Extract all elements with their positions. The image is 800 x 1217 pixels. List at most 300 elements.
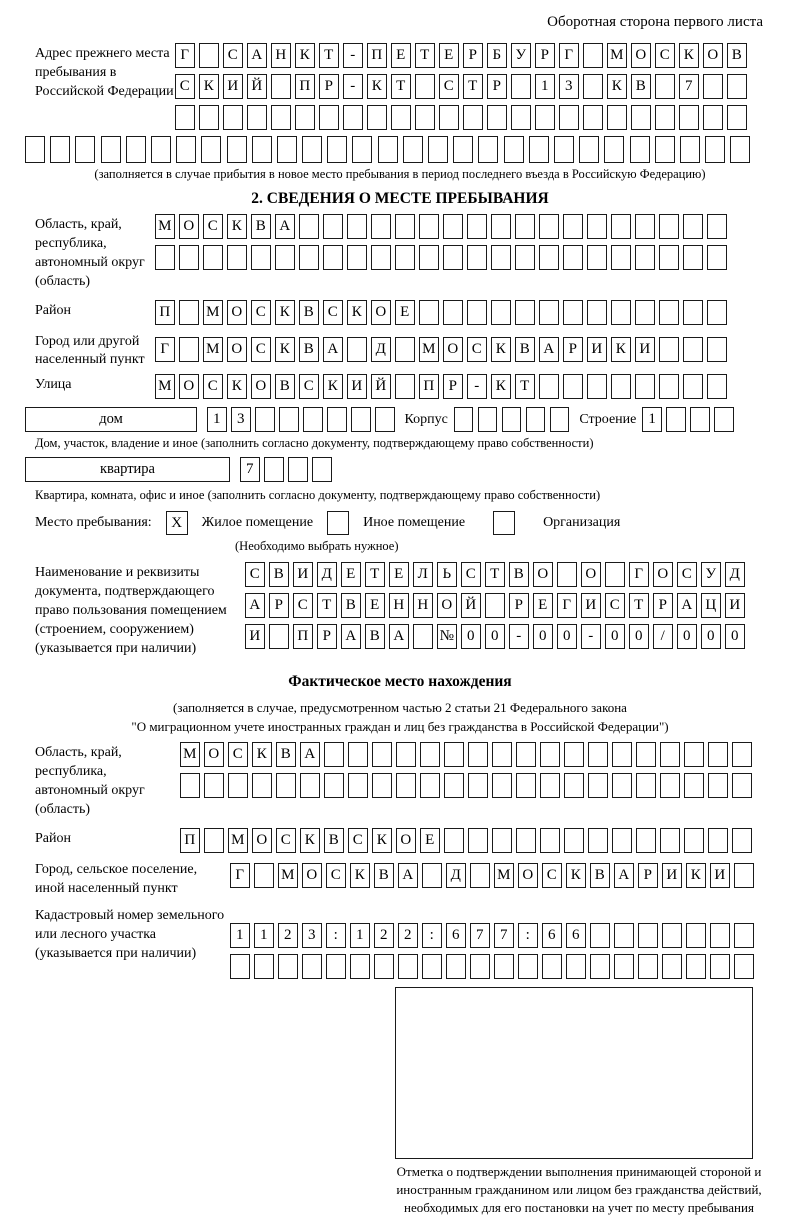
char-box[interactable]: : xyxy=(422,923,442,948)
char-box[interactable] xyxy=(374,954,394,979)
char-box[interactable] xyxy=(347,214,367,239)
char-box[interactable] xyxy=(679,105,699,130)
char-box[interactable] xyxy=(516,742,536,767)
char-box[interactable]: Б xyxy=(487,43,507,68)
char-box[interactable] xyxy=(638,923,658,948)
char-box[interactable] xyxy=(247,105,267,130)
char-box[interactable] xyxy=(428,136,448,163)
char-box[interactable] xyxy=(511,105,531,130)
char-box[interactable] xyxy=(539,214,559,239)
char-box[interactable] xyxy=(271,74,291,99)
char-box[interactable] xyxy=(470,954,490,979)
char-box[interactable] xyxy=(563,245,583,270)
char-box[interactable]: А xyxy=(275,214,295,239)
char-box[interactable] xyxy=(492,773,512,798)
char-box[interactable]: Ь xyxy=(437,562,457,587)
char-box[interactable] xyxy=(288,457,308,482)
char-box[interactable] xyxy=(227,136,247,163)
char-box[interactable] xyxy=(734,954,754,979)
char-box[interactable]: Т xyxy=(391,74,411,99)
char-box[interactable] xyxy=(659,337,679,362)
char-box[interactable]: М xyxy=(155,214,175,239)
char-box[interactable]: Т xyxy=(485,562,505,587)
char-box[interactable] xyxy=(375,407,395,432)
char-box[interactable] xyxy=(636,742,656,767)
char-box[interactable] xyxy=(635,245,655,270)
char-box[interactable] xyxy=(707,214,727,239)
char-box[interactable]: А xyxy=(341,624,361,649)
char-box[interactable] xyxy=(564,742,584,767)
char-box[interactable] xyxy=(611,245,631,270)
char-box[interactable]: - xyxy=(467,374,487,399)
char-box[interactable]: О xyxy=(533,562,553,587)
char-box[interactable]: 7 xyxy=(470,923,490,948)
char-box[interactable] xyxy=(511,74,531,99)
char-box[interactable]: 0 xyxy=(605,624,625,649)
char-box[interactable]: К xyxy=(347,300,367,325)
char-box[interactable]: И xyxy=(581,593,601,618)
char-box[interactable] xyxy=(444,742,464,767)
char-box[interactable]: К xyxy=(199,74,219,99)
char-box[interactable]: С xyxy=(677,562,697,587)
char-box[interactable] xyxy=(588,828,608,853)
char-box[interactable] xyxy=(655,74,675,99)
char-box[interactable]: 1 xyxy=(642,407,662,432)
char-box[interactable] xyxy=(714,407,734,432)
char-box[interactable]: Т xyxy=(629,593,649,618)
char-box[interactable]: Р xyxy=(319,74,339,99)
char-box[interactable]: О xyxy=(631,43,651,68)
char-box[interactable] xyxy=(413,624,433,649)
char-box[interactable] xyxy=(491,300,511,325)
char-box[interactable] xyxy=(515,245,535,270)
char-box[interactable]: 0 xyxy=(629,624,649,649)
char-box[interactable] xyxy=(638,954,658,979)
char-box[interactable]: В xyxy=(269,562,289,587)
char-box[interactable]: И xyxy=(587,337,607,362)
char-box[interactable]: С xyxy=(203,214,223,239)
char-box[interactable] xyxy=(254,863,274,888)
char-box[interactable]: В xyxy=(631,74,651,99)
char-box[interactable] xyxy=(515,300,535,325)
char-box[interactable] xyxy=(708,742,728,767)
char-box[interactable] xyxy=(683,374,703,399)
char-box[interactable] xyxy=(485,593,505,618)
char-box[interactable]: С xyxy=(175,74,195,99)
char-box[interactable] xyxy=(279,407,299,432)
char-box[interactable] xyxy=(539,300,559,325)
char-box[interactable]: Р xyxy=(509,593,529,618)
char-box[interactable] xyxy=(487,105,507,130)
char-box[interactable]: 0 xyxy=(677,624,697,649)
char-box[interactable] xyxy=(302,136,322,163)
char-box[interactable] xyxy=(529,136,549,163)
char-box[interactable] xyxy=(614,954,634,979)
char-box[interactable]: С xyxy=(542,863,562,888)
char-box[interactable]: А xyxy=(245,593,265,618)
char-box[interactable]: 1 xyxy=(207,407,227,432)
char-box[interactable] xyxy=(727,105,747,130)
char-box[interactable]: В xyxy=(276,742,296,767)
char-box[interactable] xyxy=(604,136,624,163)
char-box[interactable] xyxy=(223,105,243,130)
char-box[interactable] xyxy=(443,300,463,325)
char-box[interactable]: С xyxy=(293,593,313,618)
char-box[interactable]: В xyxy=(324,828,344,853)
char-box[interactable] xyxy=(659,214,679,239)
char-box[interactable]: К xyxy=(295,43,315,68)
char-box[interactable] xyxy=(453,136,473,163)
char-box[interactable] xyxy=(683,337,703,362)
char-box[interactable]: М xyxy=(494,863,514,888)
char-box[interactable] xyxy=(312,457,332,482)
char-box[interactable]: М xyxy=(180,742,200,767)
char-box[interactable] xyxy=(75,136,95,163)
char-box[interactable]: Г xyxy=(155,337,175,362)
char-box[interactable]: 0 xyxy=(485,624,505,649)
char-box[interactable]: О xyxy=(437,593,457,618)
char-box[interactable] xyxy=(734,863,754,888)
char-box[interactable] xyxy=(348,742,368,767)
char-box[interactable]: 3 xyxy=(559,74,579,99)
char-box[interactable] xyxy=(468,773,488,798)
char-box[interactable] xyxy=(612,773,632,798)
char-box[interactable] xyxy=(583,43,603,68)
char-box[interactable] xyxy=(378,136,398,163)
char-box[interactable] xyxy=(204,828,224,853)
char-box[interactable] xyxy=(398,954,418,979)
char-box[interactable] xyxy=(563,214,583,239)
char-box[interactable] xyxy=(175,105,195,130)
char-box[interactable] xyxy=(371,245,391,270)
char-box[interactable] xyxy=(463,105,483,130)
char-box[interactable]: С xyxy=(348,828,368,853)
char-box[interactable] xyxy=(734,923,754,948)
char-box[interactable] xyxy=(727,74,747,99)
char-box[interactable]: У xyxy=(511,43,531,68)
char-box[interactable] xyxy=(264,457,284,482)
char-box[interactable] xyxy=(299,214,319,239)
char-box[interactable]: С xyxy=(245,562,265,587)
char-box[interactable] xyxy=(636,828,656,853)
char-box[interactable]: 0 xyxy=(461,624,481,649)
char-box[interactable] xyxy=(563,374,583,399)
char-box[interactable]: 0 xyxy=(533,624,553,649)
char-box[interactable] xyxy=(444,773,464,798)
char-box[interactable]: 6 xyxy=(566,923,586,948)
char-box[interactable] xyxy=(446,954,466,979)
char-box[interactable] xyxy=(278,954,298,979)
char-box[interactable] xyxy=(478,407,498,432)
char-box[interactable] xyxy=(659,245,679,270)
char-box[interactable]: Й xyxy=(247,74,267,99)
char-box[interactable] xyxy=(350,954,370,979)
char-box[interactable] xyxy=(179,337,199,362)
char-box[interactable]: Й xyxy=(371,374,391,399)
char-box[interactable]: - xyxy=(343,74,363,99)
char-box[interactable]: Ц xyxy=(701,593,721,618)
char-box[interactable]: А xyxy=(398,863,418,888)
char-box[interactable]: Н xyxy=(271,43,291,68)
char-box[interactable]: С xyxy=(655,43,675,68)
char-box[interactable] xyxy=(372,773,392,798)
char-box[interactable]: К xyxy=(350,863,370,888)
char-box[interactable] xyxy=(347,245,367,270)
char-box[interactable]: П xyxy=(367,43,387,68)
char-box[interactable]: М xyxy=(155,374,175,399)
char-box[interactable] xyxy=(415,105,435,130)
char-box[interactable]: О xyxy=(703,43,723,68)
char-box[interactable]: П xyxy=(155,300,175,325)
char-box[interactable] xyxy=(660,828,680,853)
char-box[interactable]: С xyxy=(251,337,271,362)
char-box[interactable]: О xyxy=(227,300,247,325)
char-box[interactable] xyxy=(660,773,680,798)
char-box[interactable] xyxy=(151,136,171,163)
char-box[interactable] xyxy=(269,624,289,649)
char-box[interactable]: К xyxy=(607,74,627,99)
char-box[interactable] xyxy=(542,954,562,979)
char-box[interactable] xyxy=(590,923,610,948)
char-box[interactable] xyxy=(419,300,439,325)
char-box[interactable] xyxy=(587,245,607,270)
char-box[interactable]: М xyxy=(203,337,223,362)
char-box[interactable] xyxy=(518,954,538,979)
char-box[interactable]: 1 xyxy=(350,923,370,948)
char-box[interactable] xyxy=(666,407,686,432)
char-box[interactable] xyxy=(662,954,682,979)
char-box[interactable]: А xyxy=(247,43,267,68)
char-box[interactable] xyxy=(550,407,570,432)
char-box[interactable] xyxy=(176,136,196,163)
char-box[interactable] xyxy=(415,74,435,99)
char-box[interactable] xyxy=(566,954,586,979)
char-box[interactable]: Е xyxy=(395,300,415,325)
char-box[interactable]: К xyxy=(679,43,699,68)
char-box[interactable]: 1 xyxy=(230,923,250,948)
char-box[interactable]: С xyxy=(467,337,487,362)
char-box[interactable]: 3 xyxy=(302,923,322,948)
char-box[interactable] xyxy=(526,407,546,432)
char-box[interactable] xyxy=(703,105,723,130)
char-box[interactable] xyxy=(686,954,706,979)
char-box[interactable]: С xyxy=(223,43,243,68)
char-box[interactable] xyxy=(583,105,603,130)
char-box[interactable] xyxy=(502,407,522,432)
char-box[interactable] xyxy=(443,214,463,239)
char-box[interactable] xyxy=(180,773,200,798)
char-box[interactable]: : xyxy=(518,923,538,948)
char-box[interactable]: В xyxy=(365,624,385,649)
char-box[interactable] xyxy=(101,136,121,163)
char-box[interactable] xyxy=(559,105,579,130)
char-box[interactable]: Н xyxy=(389,593,409,618)
char-box[interactable]: О xyxy=(653,562,673,587)
char-box[interactable] xyxy=(684,742,704,767)
char-box[interactable] xyxy=(686,923,706,948)
char-box[interactable] xyxy=(277,136,297,163)
char-box[interactable]: А xyxy=(614,863,634,888)
char-box[interactable] xyxy=(326,954,346,979)
char-box[interactable]: Й xyxy=(461,593,481,618)
char-box[interactable] xyxy=(607,105,627,130)
char-box[interactable] xyxy=(690,407,710,432)
char-box[interactable] xyxy=(683,245,703,270)
char-box[interactable]: О xyxy=(251,374,271,399)
char-box[interactable]: К xyxy=(300,828,320,853)
char-box[interactable] xyxy=(708,828,728,853)
char-box[interactable] xyxy=(540,742,560,767)
char-box[interactable] xyxy=(478,136,498,163)
char-box[interactable] xyxy=(630,136,650,163)
char-box[interactable]: 1 xyxy=(254,923,274,948)
char-box[interactable]: И xyxy=(347,374,367,399)
char-box[interactable] xyxy=(403,136,423,163)
char-box[interactable]: 6 xyxy=(446,923,466,948)
char-box[interactable]: К xyxy=(566,863,586,888)
char-box[interactable]: И xyxy=(245,624,265,649)
char-box[interactable]: К xyxy=(275,337,295,362)
char-box[interactable]: Р xyxy=(563,337,583,362)
char-box[interactable]: О xyxy=(252,828,272,853)
char-box[interactable] xyxy=(540,773,560,798)
char-box[interactable]: С xyxy=(326,863,346,888)
char-box[interactable] xyxy=(155,245,175,270)
char-box[interactable] xyxy=(588,773,608,798)
char-box[interactable]: Д xyxy=(371,337,391,362)
char-box[interactable]: Е xyxy=(389,562,409,587)
char-box[interactable]: Д xyxy=(317,562,337,587)
char-box[interactable] xyxy=(563,300,583,325)
char-box[interactable] xyxy=(587,300,607,325)
char-box[interactable] xyxy=(302,954,322,979)
char-box[interactable] xyxy=(199,43,219,68)
char-box[interactable]: 7 xyxy=(679,74,699,99)
char-box[interactable] xyxy=(179,245,199,270)
char-box[interactable]: Д xyxy=(725,562,745,587)
char-box[interactable] xyxy=(655,105,675,130)
char-box[interactable] xyxy=(492,828,512,853)
char-box[interactable]: О xyxy=(396,828,416,853)
char-box[interactable]: А xyxy=(389,624,409,649)
char-box[interactable] xyxy=(467,300,487,325)
char-box[interactable] xyxy=(703,74,723,99)
char-box[interactable]: А xyxy=(539,337,559,362)
char-box[interactable] xyxy=(25,136,45,163)
char-box[interactable] xyxy=(636,773,656,798)
char-box[interactable] xyxy=(684,828,704,853)
char-box[interactable]: К xyxy=(491,374,511,399)
char-box[interactable] xyxy=(683,300,703,325)
dom-type-box[interactable]: дом xyxy=(25,407,197,432)
char-box[interactable] xyxy=(271,105,291,130)
char-box[interactable] xyxy=(590,954,610,979)
char-box[interactable] xyxy=(371,214,391,239)
char-box[interactable] xyxy=(396,773,416,798)
char-box[interactable]: О xyxy=(302,863,322,888)
char-box[interactable] xyxy=(707,337,727,362)
char-box[interactable]: Г xyxy=(230,863,250,888)
char-box[interactable]: Р xyxy=(269,593,289,618)
char-box[interactable] xyxy=(323,214,343,239)
char-box[interactable] xyxy=(705,136,725,163)
char-box[interactable]: Г xyxy=(629,562,649,587)
char-box[interactable]: Т xyxy=(415,43,435,68)
char-box[interactable]: Т xyxy=(515,374,535,399)
char-box[interactable]: Е xyxy=(365,593,385,618)
char-box[interactable] xyxy=(631,105,651,130)
char-box[interactable]: Г xyxy=(175,43,195,68)
char-box[interactable]: О xyxy=(227,337,247,362)
char-box[interactable]: 7 xyxy=(240,457,260,482)
char-box[interactable] xyxy=(611,300,631,325)
char-box[interactable]: Г xyxy=(559,43,579,68)
char-box[interactable] xyxy=(204,773,224,798)
char-box[interactable] xyxy=(587,214,607,239)
char-box[interactable] xyxy=(730,136,750,163)
char-box[interactable]: Т xyxy=(365,562,385,587)
char-box[interactable] xyxy=(655,136,675,163)
char-box[interactable]: № xyxy=(437,624,457,649)
char-box[interactable]: И xyxy=(710,863,730,888)
char-box[interactable]: 0 xyxy=(725,624,745,649)
char-box[interactable] xyxy=(179,300,199,325)
char-box[interactable] xyxy=(300,773,320,798)
char-box[interactable] xyxy=(467,214,487,239)
char-box[interactable] xyxy=(539,245,559,270)
char-box[interactable] xyxy=(395,214,415,239)
char-box[interactable]: В xyxy=(590,863,610,888)
char-box[interactable] xyxy=(420,773,440,798)
char-box[interactable] xyxy=(516,773,536,798)
char-box[interactable] xyxy=(255,407,275,432)
char-box[interactable] xyxy=(443,245,463,270)
char-box[interactable] xyxy=(419,214,439,239)
char-box[interactable] xyxy=(276,773,296,798)
char-box[interactable] xyxy=(439,105,459,130)
char-box[interactable] xyxy=(557,562,577,587)
char-box[interactable] xyxy=(708,773,728,798)
char-box[interactable]: О xyxy=(179,214,199,239)
char-box[interactable]: Е xyxy=(420,828,440,853)
char-box[interactable] xyxy=(230,954,250,979)
char-box[interactable]: С xyxy=(299,374,319,399)
char-box[interactable]: А xyxy=(323,337,343,362)
char-box[interactable]: И xyxy=(725,593,745,618)
char-box[interactable] xyxy=(324,773,344,798)
char-box[interactable]: И xyxy=(635,337,655,362)
char-box[interactable] xyxy=(491,245,511,270)
char-box[interactable]: К xyxy=(227,374,247,399)
char-box[interactable]: / xyxy=(653,624,673,649)
char-box[interactable]: О xyxy=(371,300,391,325)
char-box[interactable]: О xyxy=(581,562,601,587)
char-box[interactable]: С xyxy=(276,828,296,853)
char-box[interactable] xyxy=(228,773,248,798)
char-box[interactable]: О xyxy=(179,374,199,399)
char-box[interactable] xyxy=(491,214,511,239)
char-box[interactable] xyxy=(707,245,727,270)
char-box[interactable]: П xyxy=(419,374,439,399)
char-box[interactable] xyxy=(635,214,655,239)
char-box[interactable]: Л xyxy=(413,562,433,587)
char-box[interactable]: С xyxy=(605,593,625,618)
char-box[interactable]: М xyxy=(278,863,298,888)
char-box[interactable]: С xyxy=(323,300,343,325)
char-box[interactable] xyxy=(254,954,274,979)
char-box[interactable]: Р xyxy=(653,593,673,618)
char-box[interactable]: Р xyxy=(443,374,463,399)
